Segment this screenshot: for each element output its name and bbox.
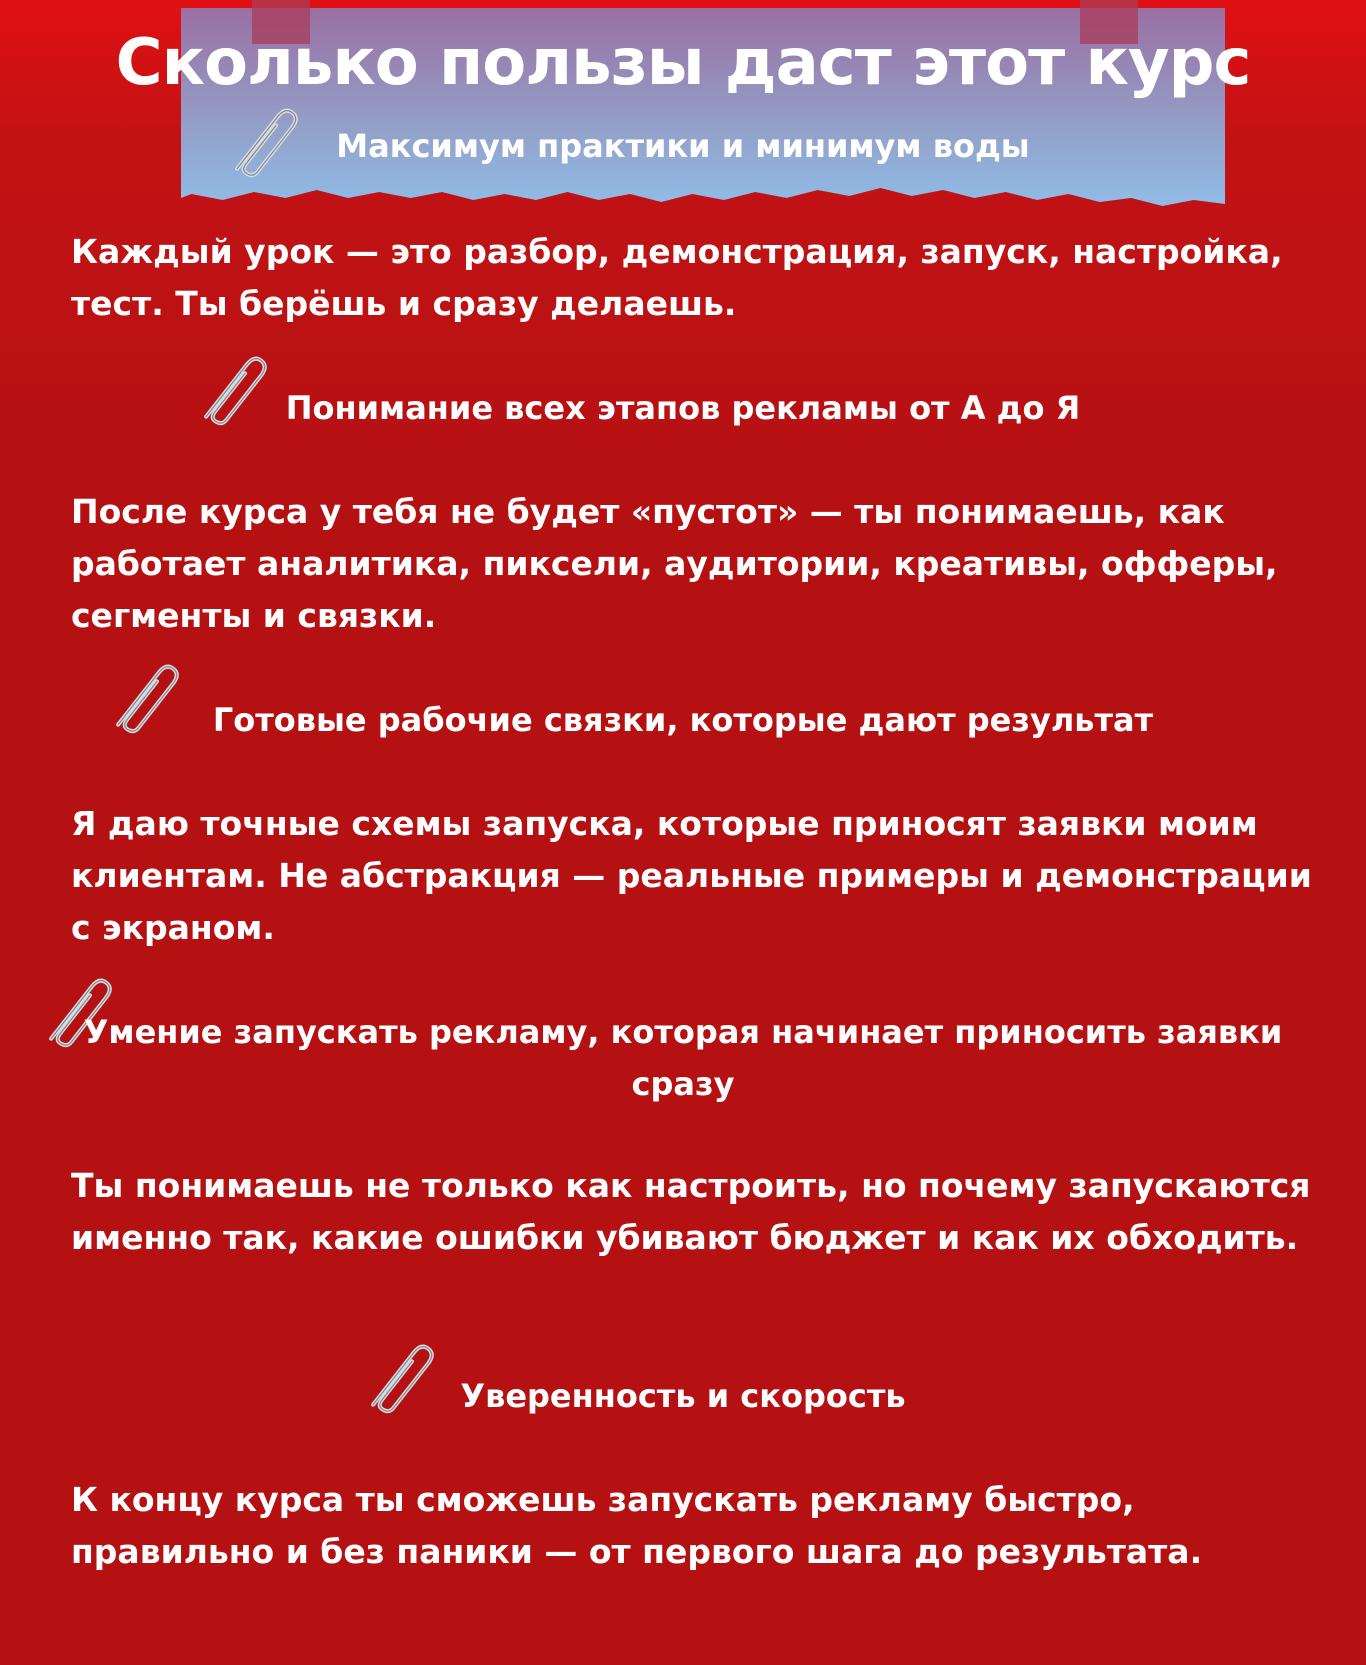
section-3-heading: Готовые рабочие связки, которые дают результат <box>212 701 1154 739</box>
section-2-heading: Понимание всех этапов рекламы от А до Я <box>285 389 1081 427</box>
section-4-body: Ты понимаешь не только как настроить, но почему запускаются именно так, какие ошибки убивают бюджет и как их обходить. <box>71 1166 1311 1257</box>
section-5-heading: Уверенность и скорость <box>460 1377 906 1415</box>
section-5-body: К концу курса ты сможешь запускать рекламу быстро, правильно и без паники — от первого шага до результата. <box>71 1480 1203 1571</box>
section-1-body: Каждый урок — это разбор, демонстрация, запуск, настройка, тест. Ты берёшь и сразу делаешь. <box>71 232 1283 323</box>
page-title: Сколько пользы даст этот курс <box>115 26 1251 100</box>
section-3-body: Я даю точные схемы запуска, которые приносят заявки моим клиентам. Не абстракция — реальные примеры и демонстрации с экраном. <box>71 804 1312 947</box>
section-2-body: После курса у тебя не будет «пустот» — ты понимаешь, как работает аналитика, пиксели, аудитории, креативы, офферы, сегменты и связки. <box>71 492 1278 635</box>
section-1-heading: Максимум практики и минимум воды <box>336 127 1030 165</box>
section-4-heading: Умение запускать рекламу, которая начинает приносить заявки сразу <box>83 1013 1283 1103</box>
